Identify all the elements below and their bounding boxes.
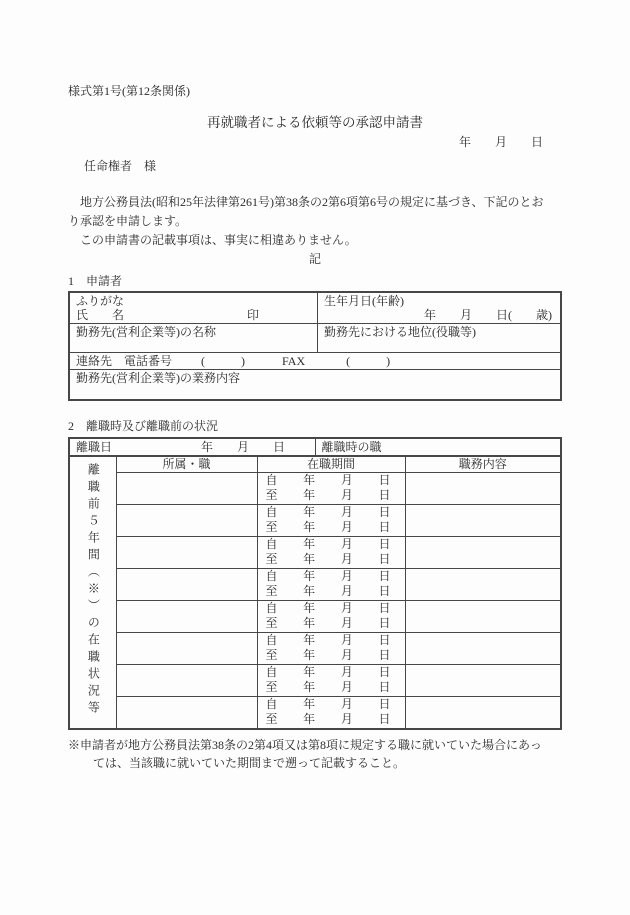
period-line [258,520,405,536]
affiliation-cell [116,600,257,616]
day-label: 日 [378,600,391,615]
from-label: 自 [265,600,278,615]
contact-label: 連絡先 電話番号 [76,354,173,368]
from-label: 自 [265,568,278,583]
year-label: 年 [303,632,316,647]
vertical-label-cell [69,456,116,729]
history-row [69,680,561,696]
affiliation-cell [116,696,257,712]
month-label: 月 [340,600,353,615]
day-label: 日 [378,648,391,662]
to-label: 至 [265,552,278,566]
ki-marker: 記 [308,252,321,266]
duty-cell [405,712,561,729]
from-label: 自 [265,696,278,711]
duty-cell [405,520,561,536]
duty-cell [405,584,561,600]
duty-cell [405,632,561,648]
resignation-date-row [69,438,561,456]
history-row [69,648,561,664]
section1-heading: 1 申請者 [68,274,123,288]
to-label: 至 [265,680,278,694]
year-label: 年 [303,600,316,615]
year-label: 年 [303,504,316,519]
birthdate-blank: 年 月 日( 歳) [424,308,552,322]
history-row [69,664,561,680]
period-line [258,473,405,489]
period-cell [257,680,405,696]
month-label: 月 [340,568,353,583]
business-label: 勤務先(営利企業等)の業務内容 [69,370,561,400]
col-period-header: 在職期間 [257,456,405,472]
contact-cell [69,353,561,370]
fax-label: FAX [282,354,306,368]
to-label: 至 [265,712,278,726]
period-line [258,665,405,681]
preamble-line-1: 地方公務員法(昭和25年法律第261号)第38条の2第6項第6号の規定に基づき、下記のとお [68,195,544,209]
affiliation-cell [116,552,257,568]
period-cell [257,712,405,729]
col-affiliation-header: 所属・職 [116,456,257,472]
month-label: 月 [340,536,353,551]
duty-cell [405,616,561,632]
preamble-line-2: り承認を申請します。 [68,214,188,228]
period-line [258,633,405,649]
name-label: 氏 名 [76,308,125,322]
day-label: 日 [378,664,391,679]
period-cell [257,472,405,488]
birthdate-label: 生年月日(年齢) [323,294,404,308]
history-header-row [69,456,561,472]
history-row [69,504,561,520]
seal-label: 印 [246,308,259,322]
year-label: 年 [303,536,316,551]
employment-history-table [68,456,562,730]
period-line [258,648,405,664]
day-label: 日 [378,552,391,566]
year-label: 年 [303,520,316,534]
period-line [258,537,405,553]
col-duty-header: 職務内容 [405,456,561,472]
history-row [69,584,561,600]
period-line [258,584,405,600]
day-label: 日 [378,584,391,598]
section2-heading: 2 離職時及び離職前の状況 [68,418,219,433]
birthdate-cell [317,292,561,324]
day-label: 日 [378,632,391,647]
footnote [68,736,562,772]
duty-cell [405,488,561,504]
year-label: 年 [303,488,316,502]
contact-row [69,353,561,370]
to-label: 至 [265,520,278,534]
period-cell [257,552,405,568]
day-label: 日 [378,712,391,726]
duty-cell [405,472,561,488]
month-label: 月 [340,632,353,647]
month-label: 月 [340,648,353,662]
month-label: 月 [340,664,353,679]
duty-cell [405,552,561,568]
from-label: 自 [265,632,278,647]
affiliation-cell [116,632,257,648]
period-line [258,569,405,585]
employer-row [69,324,561,353]
history-row [69,472,561,488]
history-row [69,600,561,616]
affiliation-cell [116,504,257,520]
from-label: 自 [265,472,278,487]
from-label: 自 [265,504,278,519]
year-label: 年 [303,584,316,598]
resign-date-label: 離職日 [76,439,113,454]
period-line [258,601,405,617]
period-cell [257,488,405,504]
affiliation-cell [116,488,257,504]
fax-blank: ( ) [346,354,391,368]
day-label: 日 [378,504,391,519]
period-line [258,712,405,728]
resign-date-cell [69,438,315,456]
name-cell [69,292,317,324]
day-label: 日 [378,696,391,711]
duty-cell [405,648,561,664]
resign-date-line [76,440,309,454]
to-label: 至 [265,488,278,502]
day-label: 日 [378,680,391,694]
history-row [69,616,561,632]
resign-date-blank: 年 月 日 [201,439,286,454]
day-label: 日 [378,616,391,630]
period-cell [257,504,405,520]
name-line [76,308,311,322]
month-label: 月 [340,712,353,726]
period-cell [257,568,405,584]
name-row [69,292,561,324]
resignation-date-table [68,437,562,456]
history-row [69,536,561,552]
contact-line [76,354,554,368]
year-label: 年 [303,472,316,487]
employer-name-label: 勤務先(営利企業等)の名称 [69,324,317,353]
from-label: 自 [265,536,278,551]
phone-blank: ( ) [201,354,246,368]
period-cell [257,520,405,536]
year-label: 年 [303,568,316,583]
business-row [69,370,561,400]
affiliation-cell [116,536,257,552]
duty-cell [405,504,561,520]
month-label: 月 [340,552,353,566]
duty-cell [405,568,561,584]
year-label: 年 [303,664,316,679]
year-label: 年 [303,680,316,694]
year-label: 年 [303,696,316,711]
history-row [69,712,561,729]
year-label: 年 [303,648,316,662]
year-label: 年 [303,552,316,566]
month-label: 月 [340,504,353,519]
history-row [69,488,561,504]
period-line [258,680,405,696]
history-row [69,552,561,568]
affiliation-cell [116,584,257,600]
to-label: 至 [265,584,278,598]
affiliation-cell [116,648,257,664]
form-number: 様式第1号(第12条関係) [68,84,190,98]
day-label: 日 [378,536,391,551]
preamble-line-3: この申請書の記載事項は、事実に相違ありません。 [68,233,357,247]
month-label: 月 [340,488,353,502]
to-label: 至 [265,648,278,662]
period-line [258,552,405,568]
period-line [258,488,405,504]
page-title: 再就職者による依頼等の承認申請書 [207,115,423,130]
month-label: 月 [340,616,353,630]
resign-job-label: 離職時の職 [315,438,561,456]
footnote-line-1: ※申請者が地方公務員法第38条の2第4項又は第8項に規定する職に就いていた場合にあっ [68,737,542,752]
day-label: 日 [378,568,391,583]
period-line [258,697,405,713]
period-cell [257,536,405,552]
period-cell [257,664,405,680]
affiliation-cell [116,680,257,696]
furigana-label: ふりがな [76,294,125,308]
period-cell [257,600,405,616]
vertical-label: 離職前５年間（※）の在職状況等 [86,463,101,718]
applicant-table [68,291,562,401]
history-row [69,696,561,712]
month-label: 月 [340,472,353,487]
day-label: 日 [378,488,391,502]
period-line [258,505,405,521]
duty-cell [405,600,561,616]
period-cell [257,696,405,712]
date-line: 年 月 日 [458,135,543,149]
day-label: 日 [378,520,391,534]
duty-cell [405,680,561,696]
affiliation-cell [116,712,257,729]
affiliation-cell [116,568,257,584]
history-row [69,568,561,584]
month-label: 月 [340,584,353,598]
month-label: 月 [340,680,353,694]
day-label: 日 [378,472,391,487]
affiliation-cell [116,520,257,536]
to-label: 至 [265,616,278,630]
month-label: 月 [340,520,353,534]
year-label: 年 [303,712,316,726]
period-cell [257,584,405,600]
duty-cell [405,664,561,680]
duty-cell [405,536,561,552]
affiliation-cell [116,472,257,488]
affiliation-cell [116,616,257,632]
history-row [69,520,561,536]
addressee: 任命権者 様 [84,159,157,173]
period-cell [257,616,405,632]
year-label: 年 [303,616,316,630]
footnote-line-2: ては、当該職に就いていた期間まで遡って記載すること。 [93,755,406,770]
period-cell [257,648,405,664]
period-line [258,616,405,632]
month-label: 月 [340,696,353,711]
position-label: 勤務先における地位(役職等) [317,324,561,353]
preamble [68,193,562,269]
duty-cell [405,696,561,712]
from-label: 自 [265,664,278,679]
history-row [69,632,561,648]
affiliation-cell [116,664,257,680]
period-cell [257,632,405,648]
